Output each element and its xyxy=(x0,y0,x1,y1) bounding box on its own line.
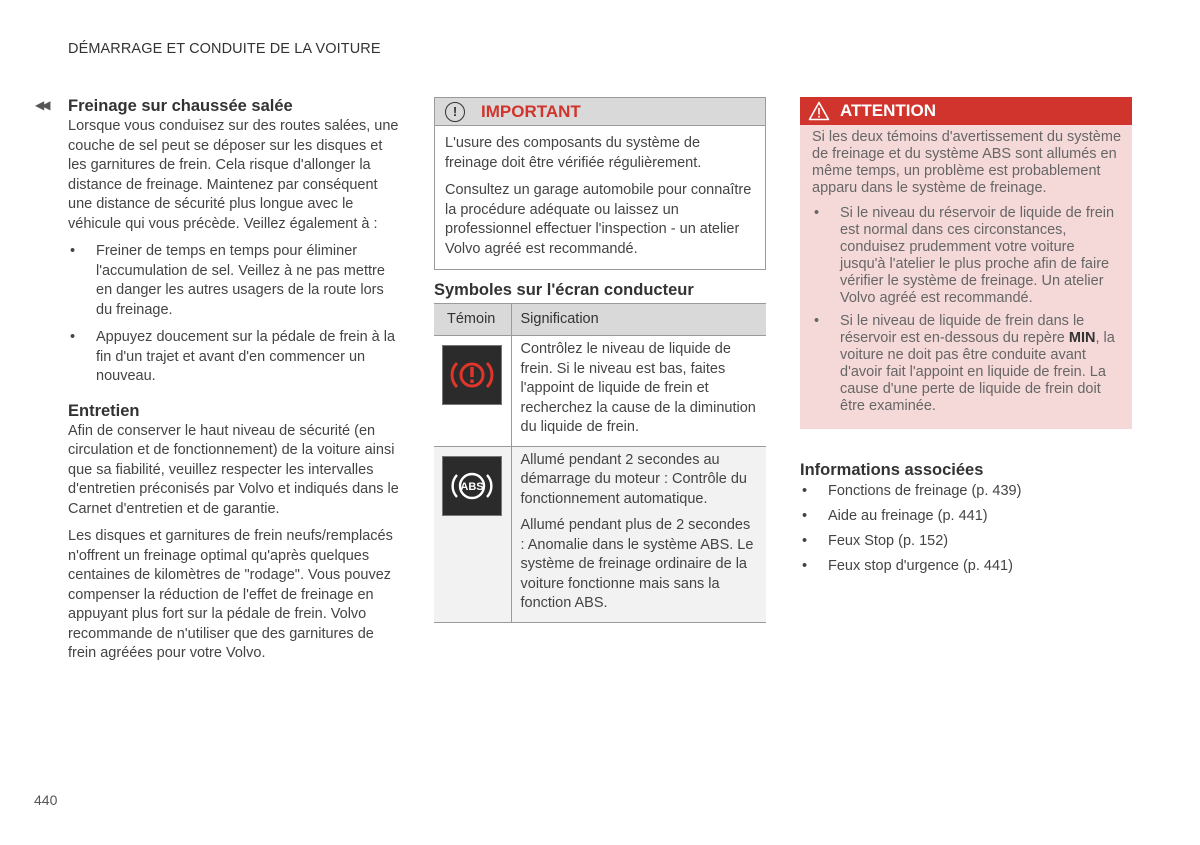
abs-description-1: Allumé pendant 2 secondes au démarrage du moteur : Contrôle du fonctionnement automatique. xyxy=(520,451,747,507)
attention-title: ATTENTION xyxy=(840,101,937,121)
section-title-maintenance: Entretien xyxy=(68,401,140,420)
salt-road-intro: Lorsque vous conduisez sur des routes salées, une couche de sel peut se déposer sur les disques et les garnitures de frein. Cela risque d'allonger la distance de freinage. Maintenez par conséquent une distance de sécurité plus longue avec le véhicule qui vous précède. Veillez également à : xyxy=(68,118,399,232)
attention-box xyxy=(800,97,1132,429)
abs-icon-label: ABS xyxy=(460,480,484,493)
link-brake-lights[interactable]: Feux Stop (p. 152) xyxy=(828,533,949,549)
brake-fluid-description: Contrôlez le niveau de liquide de frein. Si le niveau est bas, faites l'appoint de liquide de frein et recherchez la cause de la diminution du liquide de frein. xyxy=(520,341,756,435)
bullet-icon: • xyxy=(70,329,76,345)
salt-road-bullets xyxy=(68,242,400,387)
double-chevron-left-icon[interactable]: ◀◀ xyxy=(35,98,48,112)
attention-intro: Si les deux témoins d'avertissement du système de freinage et du système ABS sont allumés en même temps, un problème est probablement apparu dans le système de freinage. xyxy=(812,129,1122,196)
list-item: • Si le niveau du réservoir de liquide de frein est normal dans ces circonstances, conduisez prudemment votre voiture jusqu'à l'atelier le plus proche afin de faire vérifier le système de freinage. Un atelier Volvo agréé est recommandé. xyxy=(814,205,1115,306)
brake-warning-icon xyxy=(442,345,502,405)
symbols-title: Symboles sur l'écran conducteur xyxy=(434,281,694,299)
related-links-list xyxy=(800,482,1132,582)
list-item xyxy=(800,482,1132,502)
list-item: • Appuyez doucement sur la pédale de frein à la fin d'un trajet et avant d'en commencer un nouveau. xyxy=(70,329,396,384)
column-header-temoin: Témoin xyxy=(434,304,511,336)
important-box xyxy=(434,97,766,270)
list-item: • Freiner de temps en temps pour éliminer l'accumulation de sel. Veillez à ne pas mettre en danger les autres usagers de la route lors du freinage. xyxy=(70,243,385,318)
bullet-icon: • xyxy=(802,508,808,524)
table-header-row xyxy=(434,304,766,336)
exclamation-circle-icon: ! xyxy=(445,102,465,122)
important-paragraph-1: L'usure des composants du système de freinage doit être vérifiée régulièrement. xyxy=(445,135,702,171)
warning-triangle-icon xyxy=(808,101,830,121)
maintenance-paragraph-1: Afin de conserver le haut niveau de sécurité (en circulation et de fonctionnement) de la voiture ainsi que sa fiabilité, veuillez respecter les intervalles d'entretien préconisés par Volvo et indiqués dans le Carnet d'entretien et de garantie. xyxy=(68,422,399,517)
link-braking-functions[interactable]: Fonctions de freinage (p. 439) xyxy=(828,483,1022,499)
page-number: 440 xyxy=(34,792,58,808)
related-info-title: Informations associées xyxy=(800,461,984,479)
bullet-icon: • xyxy=(70,243,76,259)
list-item xyxy=(800,507,1132,527)
maintenance-paragraph-2: Les disques et garnitures de frein neufs/remplacés n'offrent un freinage optimal qu'après quelques centaines de kilomètres de "rodage". Vous pouvez compenser la réduction de l'effet de freinage en appuyant plus fort sur la pédale de frein. Volvo recommande de n'utiliser que des garnitures de frein agréées pour votre Volvo. xyxy=(68,528,393,661)
bullet-icon: • xyxy=(814,205,820,221)
important-paragraph-2: Consultez un garage automobile pour connaître la procédure adéquate ou laissez un professionnel effectuer l'inspection - un atelier Volvo agréé est recommandé. xyxy=(445,182,752,257)
table-row xyxy=(434,336,766,447)
min-marker: MIN xyxy=(1068,330,1096,346)
important-body xyxy=(435,126,765,269)
table-row xyxy=(434,446,766,622)
attention-bullets xyxy=(812,205,1122,415)
left-column xyxy=(68,96,400,672)
bullet-icon: • xyxy=(814,313,820,329)
attention-header xyxy=(800,97,1132,125)
abs-description-2: Allumé pendant plus de 2 secondes : Anomalie dans le système ABS. Le système de freinage ordinaire de la voiture fonctionne mais sans la fonction ABS. xyxy=(520,517,754,611)
symbols-table xyxy=(434,303,766,623)
link-brake-assist[interactable]: Aide au freinage (p. 441) xyxy=(828,508,988,524)
important-title: IMPORTANT xyxy=(481,101,581,121)
attention-body xyxy=(800,125,1132,429)
list-item xyxy=(800,557,1132,577)
bullet-icon: • xyxy=(802,483,808,499)
page-header: DÉMARRAGE ET CONDUITE DE LA VOITURE xyxy=(68,41,381,57)
list-item xyxy=(800,532,1132,552)
column-header-signification: Signification xyxy=(511,304,766,336)
section-title-salt-road: Freinage sur chaussée salée xyxy=(68,97,293,115)
bullet-icon: • xyxy=(802,533,808,549)
bullet-icon: • xyxy=(802,558,808,574)
abs-icon xyxy=(442,456,502,516)
important-header xyxy=(435,98,765,126)
list-item: • Si le niveau de liquide de frein dans le réservoir est en-dessous du repère MIN, la voiture ne doit pas être conduite avant d'avoir fait l'appoint en liquide de frein. La cause d'une perte de liquide de frein doit être examinée. xyxy=(814,313,1115,414)
link-emergency-brake-lights[interactable]: Feux stop d'urgence (p. 441) xyxy=(828,558,1013,574)
